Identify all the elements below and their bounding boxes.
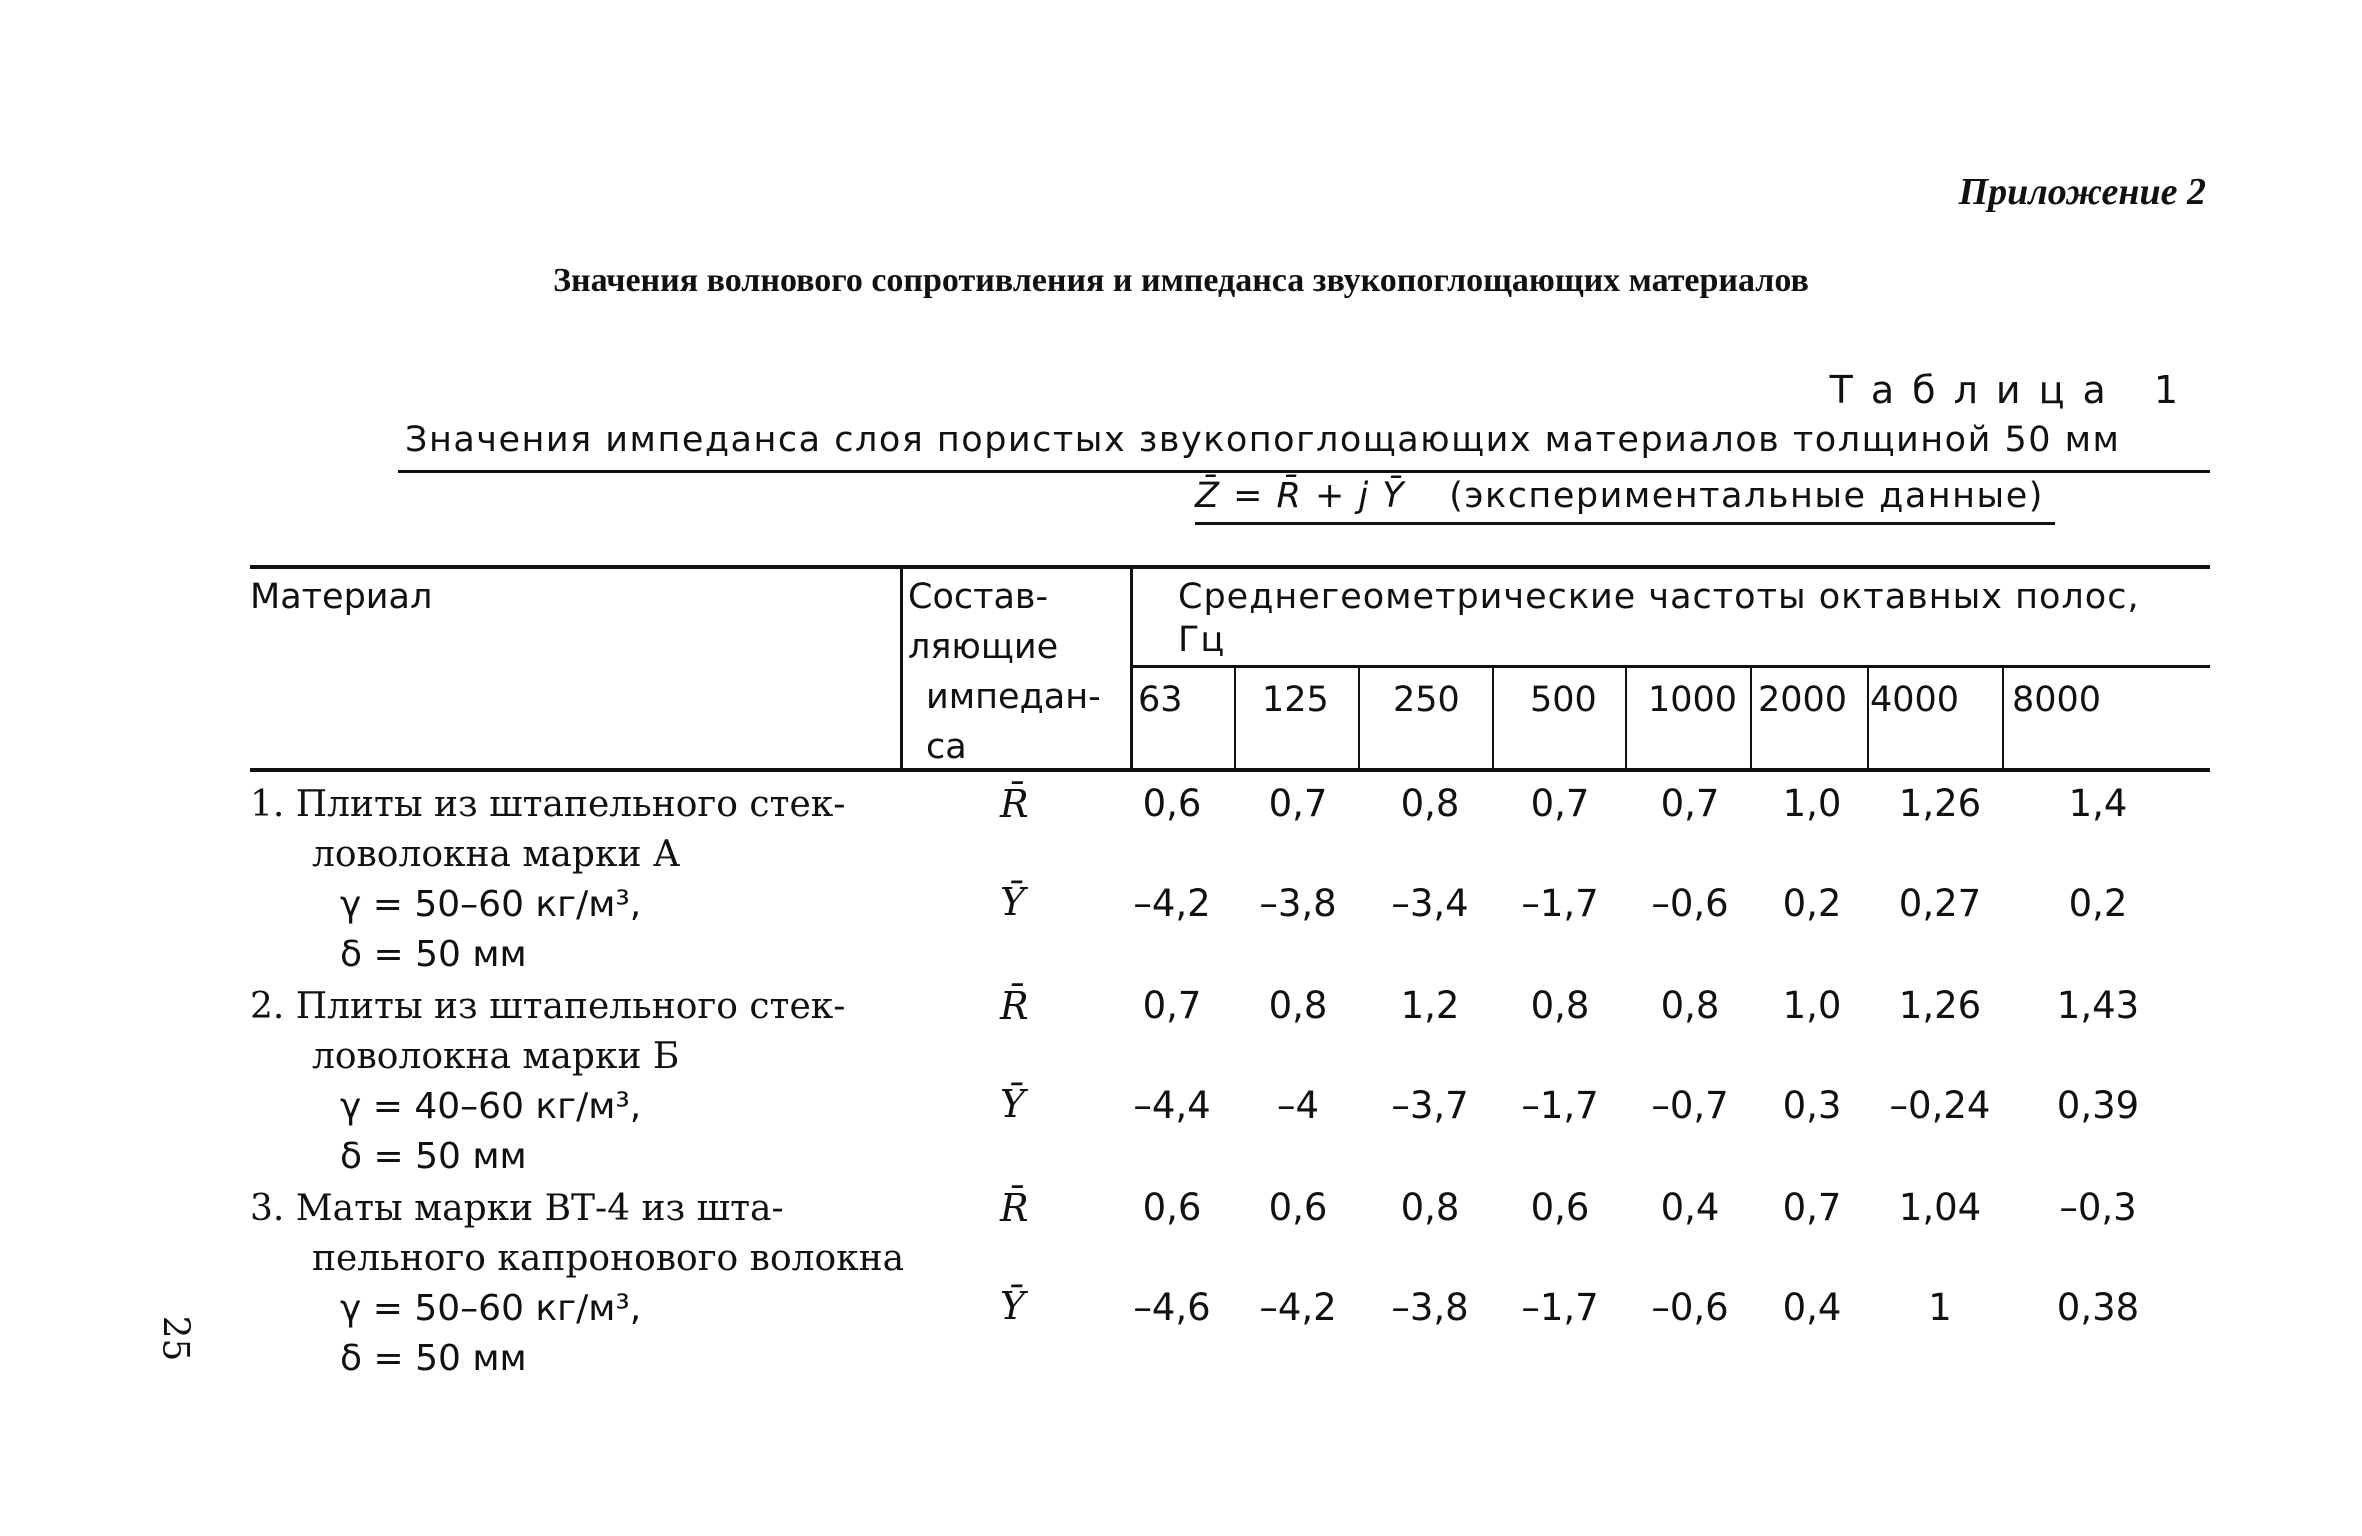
material-name: [250, 982, 845, 1082]
resistance-value: 1,2: [1400, 984, 1460, 1027]
col-divider-4000: [2002, 667, 2004, 768]
header-component-line: са: [926, 727, 967, 767]
resistance-value: 0,7: [1530, 782, 1590, 825]
col-divider-material: [900, 567, 903, 768]
material-name-line: 1. Плиты из штапельного стек-: [250, 784, 846, 825]
reactance-value: 0,3: [1782, 1084, 1842, 1127]
resistance-value: 1,0: [1782, 782, 1842, 825]
freq-group-rule: [1130, 665, 2210, 668]
reactance-value: –0,6: [1651, 1286, 1729, 1329]
table-caption-line1: Значения импеданса слоя пористых звукопоглощающих материалов толщиной 50 мм: [405, 420, 2121, 460]
material-name-line: 3. Маты марки ВТ-4 из шта-: [250, 1188, 784, 1229]
caption-underline-2: [1195, 522, 2055, 525]
resistance-value: 0,7: [1782, 1186, 1842, 1229]
resistance-value: 0,6: [1268, 1186, 1328, 1229]
resistance-value: 1,43: [2056, 984, 2140, 1027]
material-name-line: пельного капронового волокна: [312, 1238, 905, 1279]
header-freq-2000: 2000: [1758, 680, 1848, 720]
header-component: [908, 572, 1101, 772]
reactance-symbol: Ȳ: [1000, 1082, 1026, 1126]
reactance-value: –3,8: [1391, 1286, 1469, 1329]
col-divider-1000: [1750, 667, 1752, 768]
resistance-value: 0,4: [1660, 1186, 1720, 1229]
impedance-formula: Z̄ = R̄ + j Ȳ: [1195, 476, 1406, 516]
reactance-value: –0,24: [1889, 1084, 1991, 1127]
resistance-value: 1,4: [2068, 782, 2128, 825]
header-frequency-group: [1178, 572, 2140, 658]
reactance-value: 1: [1928, 1286, 1952, 1329]
header-freq-500: 500: [1530, 680, 1597, 720]
reactance-value: –0,7: [1651, 1084, 1729, 1127]
reactance-value: –4,2: [1133, 882, 1211, 925]
reactance-value: –4,6: [1133, 1286, 1211, 1329]
material-density: γ = 50–60 кг/м³,: [340, 884, 642, 925]
col-divider-component: [1130, 567, 1133, 768]
col-divider-2000: [1867, 667, 1869, 768]
reactance-value: 0,39: [2056, 1084, 2140, 1127]
col-divider-125: [1358, 667, 1360, 768]
resistance-value: 0,6: [1530, 1186, 1590, 1229]
material-name-line: ловолокна марки А: [312, 834, 681, 875]
resistance-value: 0,8: [1268, 984, 1328, 1027]
header-component-line: Состав-: [908, 577, 1049, 617]
table-label: Таблица 1: [1829, 368, 2196, 412]
header-freq-63: 63: [1138, 680, 1183, 720]
material-thickness: δ = 50 мм: [340, 1338, 527, 1379]
resistance-value: 0,8: [1660, 984, 1720, 1027]
resistance-value: 0,7: [1268, 782, 1328, 825]
resistance-value: 0,7: [1660, 782, 1720, 825]
resistance-value: 0,6: [1142, 1186, 1202, 1229]
reactance-value: –3,8: [1259, 882, 1337, 925]
material-name-line: 2. Плиты из штапельного стек-: [250, 986, 846, 1027]
material-density: γ = 40–60 кг/м³,: [340, 1086, 642, 1127]
header-bottom-rule: [250, 768, 2210, 772]
reactance-value: 0,38: [2056, 1286, 2140, 1329]
reactance-value: –3,4: [1391, 882, 1469, 925]
reactance-symbol: Ȳ: [1000, 1284, 1026, 1328]
header-freq-1000: 1000: [1648, 680, 1738, 720]
col-divider-250: [1492, 667, 1494, 768]
material-thickness: δ = 50 мм: [340, 934, 527, 975]
main-title: Значения волнового сопротивления и импеданса звукопоглощающих материалов: [553, 262, 1809, 299]
page-number: 25: [154, 1315, 196, 1362]
reactance-value: –1,7: [1521, 1286, 1599, 1329]
material-name: [250, 780, 845, 880]
col-divider-500: [1625, 667, 1627, 768]
resistance-value: 1,26: [1898, 984, 1982, 1027]
header-material: Материал: [250, 577, 433, 617]
material-name: [250, 1184, 904, 1284]
resistance-value: 0,6: [1142, 782, 1202, 825]
header-component-line: импедан-: [926, 677, 1101, 717]
resistance-value: 1,04: [1898, 1186, 1982, 1229]
header-component-line: ляющие: [908, 627, 1059, 667]
resistance-value: 0,8: [1400, 1186, 1460, 1229]
reactance-value: –0,6: [1651, 882, 1729, 925]
resistance-symbol: R̄: [1000, 984, 1029, 1028]
header-freq-125: 125: [1262, 680, 1329, 720]
col-divider-63: [1234, 667, 1236, 768]
header-freq-4000: 4000: [1870, 680, 1960, 720]
resistance-value: 0,8: [1400, 782, 1460, 825]
resistance-symbol: R̄: [1000, 1186, 1029, 1230]
resistance-value: –0,3: [2059, 1186, 2137, 1229]
material-name-line: ловолокна марки Б: [312, 1036, 680, 1077]
reactance-value: –4: [1276, 1084, 1320, 1127]
header-freq-250: 250: [1393, 680, 1460, 720]
reactance-value: –1,7: [1521, 1084, 1599, 1127]
reactance-value: –1,7: [1521, 882, 1599, 925]
resistance-value: 1,0: [1782, 984, 1842, 1027]
header-freq-8000: 8000: [2012, 680, 2102, 720]
reactance-value: –4,2: [1259, 1286, 1337, 1329]
caption-note: (экспериментальные данные): [1449, 476, 2044, 516]
header-freq-line: Среднегеометрические частоты октавных полос,: [1178, 577, 2140, 617]
caption-underline-1: [398, 470, 2210, 473]
reactance-value: 0,27: [1898, 882, 1982, 925]
resistance-value: 1,26: [1898, 782, 1982, 825]
reactance-symbol: Ȳ: [1000, 880, 1026, 924]
reactance-value: 0,2: [1782, 882, 1842, 925]
table-top-rule: [250, 565, 2210, 569]
appendix-label: Приложение 2: [1958, 171, 2206, 213]
table-caption-line2: [1195, 476, 2044, 516]
reactance-value: 0,2: [2068, 882, 2128, 925]
material-density: γ = 50–60 кг/м³,: [340, 1288, 642, 1329]
resistance-symbol: R̄: [1000, 782, 1029, 826]
resistance-value: 0,8: [1530, 984, 1590, 1027]
material-thickness: δ = 50 мм: [340, 1136, 527, 1177]
reactance-value: –3,7: [1391, 1084, 1469, 1127]
reactance-value: 0,4: [1782, 1286, 1842, 1329]
resistance-value: 0,7: [1142, 984, 1202, 1027]
reactance-value: –4,4: [1133, 1084, 1211, 1127]
header-freq-unit: Гц: [1178, 620, 1226, 660]
